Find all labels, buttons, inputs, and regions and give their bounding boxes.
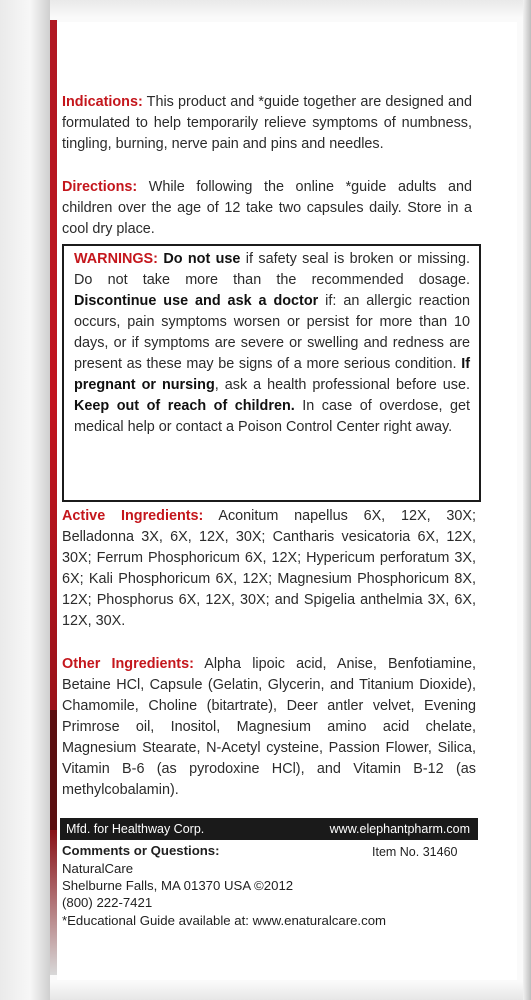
box-left-edge (0, 0, 50, 1000)
warnings-text-2: if: an allergic reaction occurs, pain symptoms worsen or persist for more than 10 days, or if symptoms are severe or swelling and redness are present as these may be signs of a more serious condition. (74, 293, 470, 372)
item-number: Item No. 31460 (372, 845, 458, 859)
directions-heading: Directions: (62, 179, 138, 195)
manufacturer-bar (60, 818, 478, 840)
active-ingredients-section (62, 506, 476, 632)
manufacturer-text: Mfd. for Healthway Corp. (66, 822, 205, 836)
discontinue-emphasis: Discontinue use and ask a doctor (74, 293, 319, 309)
warnings-text-4: In case of overdose, get medical help or contact a Poison Control Center right away. (74, 398, 470, 435)
warnings-text-1: if safety seal is broken or missing. Do not take more than the recommended dosage. (74, 251, 470, 288)
educational-guide-note: *Educational Guide available at: www.enaturalcare.com (62, 913, 387, 928)
pregnant-emphasis: If pregnant or nursing (74, 356, 470, 393)
directions-section (62, 177, 472, 240)
indications-section (62, 92, 472, 155)
directions-text: While following the online *guide adults and children over the age of 12 take two capsules daily. Store in a cool dry place. (62, 179, 472, 237)
warnings-section (74, 249, 470, 438)
do-not-use-emphasis: Do not use (163, 251, 241, 267)
warnings-text-3: , ask a health professional before use. (214, 377, 470, 393)
indications-heading: Indications: (62, 94, 143, 110)
other-ingredients-section (62, 654, 476, 801)
indications-text: This product and *guide together are designed and formulated to help temporarily relieve symptoms of numbness, tingling, burning, nerve pain and pins and needles. (62, 94, 472, 152)
red-side-stripe (50, 20, 57, 975)
warnings-heading: WARNINGS: (74, 251, 158, 267)
website-text: www.elephantpharm.com (329, 822, 470, 836)
box-right-edge (523, 0, 531, 1000)
active-ingredients-heading: Active Ingredients: (62, 508, 204, 524)
comments-heading: Comments or Questions: (62, 843, 220, 858)
company-address: Shelburne Falls, MA 01370 USA ©2012 (62, 878, 294, 893)
keep-out-emphasis: Keep out of reach of children. (74, 398, 295, 414)
company-name: NaturalCare (62, 861, 134, 876)
active-ingredients-text: Aconitum napellus 6X, 12X, 30X; Belladonna 3X, 6X, 12X, 30X; Cantharis vesicatoria 6X, 12X, 30X; Ferrum Phosphoricum 6X, 12X; Hypericum perforatum 3X, 6X; Kali Phosphoricum 6X, 12X; Magnesium Phosphoricum 8X, 12X; Phosphorus 6X, 12X, 30X; and Spigelia anthelmia 3X, 6X, 12X, 30X. (62, 508, 476, 629)
company-phone: (800) 222-7421 (62, 895, 153, 910)
other-ingredients-text: Alpha lipoic acid, Anise, Benfotiamine, Betaine HCl, Capsule (Gelatin, Glycerin, and Titanium Dioxide), Chamomile, Choline (bitartrate), Deer antler velvet, Evening Primrose oil, Inositol, Magnesium amino acid chelate, Magnesium Stearate, N-Acetyl cysteine, Passion Flower, Silica, Vitamin B-6 (as pyrodoxine HCl), and Vitamin B-12 (as methylcobalamin). (62, 656, 477, 798)
other-ingredients-heading: Other Ingredients: (62, 656, 194, 672)
